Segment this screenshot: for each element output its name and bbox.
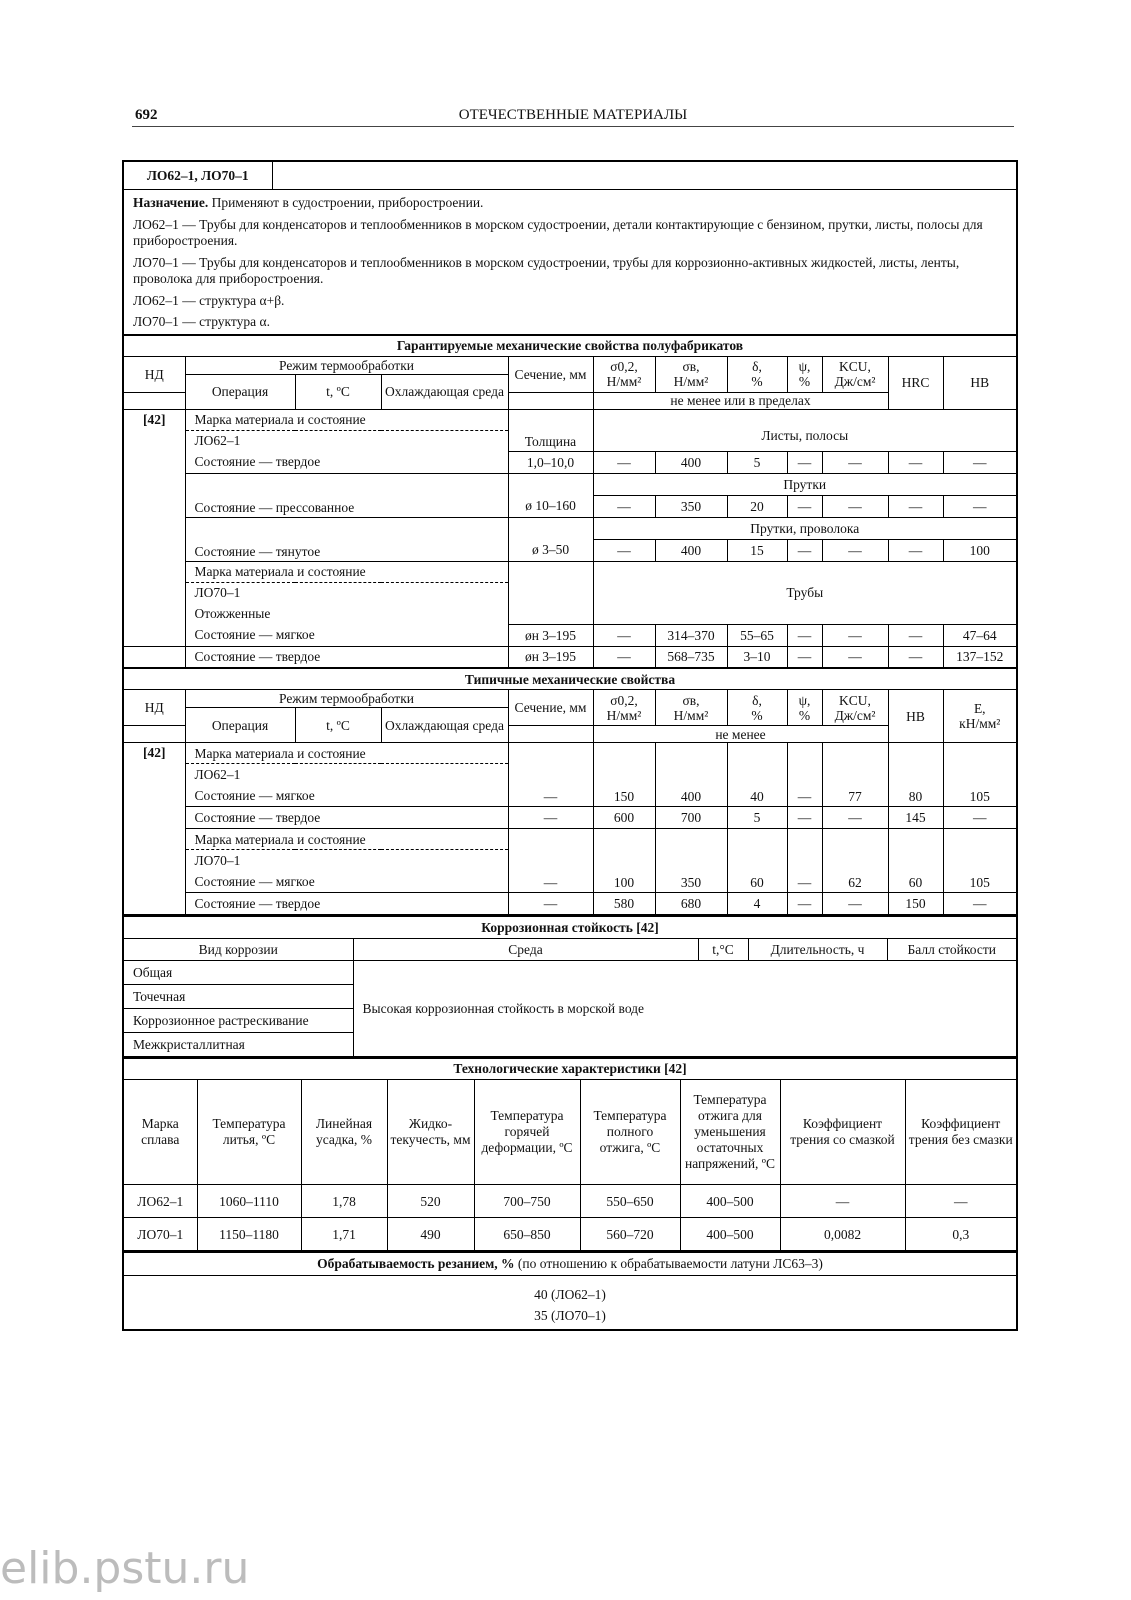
row-drawn-v4: —: [822, 539, 888, 561]
machinability-title-rest: (по отношению к обрабатываемости латуни ЛС63–3): [514, 1256, 823, 1272]
t-limits-header: не менее: [593, 726, 888, 743]
t-row4-v3: 4: [727, 893, 787, 915]
row-drawn-v5: —: [888, 539, 943, 561]
purpose-p3: ЛО62–1 — структура α+β.: [133, 292, 285, 308]
nd-blank: [124, 646, 185, 668]
guaranteed-title: Гарантируемые механические свойства полуфабрикатов: [124, 335, 1016, 357]
tech-r1-c8: 0,3: [905, 1218, 1016, 1251]
row-hard-section: 1,0–10,0: [508, 451, 593, 473]
hb-header: HB: [943, 356, 1016, 409]
t-nd-header-cont: [124, 726, 185, 743]
row-hard2-state: Состояние — твердое: [185, 646, 508, 668]
row-hard2-v1: 568–735: [655, 646, 727, 668]
regime-header: Режим термообработки: [185, 356, 508, 374]
t-row3-v4: —: [787, 829, 822, 893]
corrosion-table: [124, 915, 1016, 1057]
tech-r0-c3: 520: [387, 1185, 474, 1218]
corr-type-header: Вид коррозии: [124, 938, 353, 960]
t-section-header-cont: [508, 726, 593, 743]
cooling-header: Охлаждающая среда: [381, 374, 508, 409]
row-hard-state: Состояние — твердое: [185, 451, 508, 473]
row-hard2-v3: —: [787, 646, 822, 668]
thickness-label: Толщина: [508, 409, 593, 451]
row-pressed-v2: 20: [727, 495, 787, 517]
t-hb-header: HB: [888, 690, 943, 743]
row-hard2-section: øн 3–195: [508, 646, 593, 668]
row-hard-v4: —: [822, 451, 888, 473]
row-hard2-v2: 3–10: [727, 646, 787, 668]
tech-r0-c7: —: [780, 1185, 905, 1218]
row-drawn-v6: 100: [943, 539, 1016, 561]
limits-header: не менее или в пределах: [593, 392, 888, 409]
t-row3-v2: 350: [655, 829, 727, 893]
row-soft-state: Состояние — мягкое: [185, 624, 508, 646]
corr-type-0: Общая: [124, 960, 353, 984]
tech-r1-c1: 1150–1180: [197, 1218, 301, 1251]
grade1-label: ЛО62–1: [185, 430, 508, 451]
t-ref-42: [42]: [124, 743, 185, 915]
mark-label: Марка материала и состояние: [185, 409, 508, 430]
product-rods: Прутки: [593, 473, 1016, 495]
machinability-title-bold: Обрабатываемость резанием, %: [317, 1256, 515, 1272]
tech-r1-c3: 490: [387, 1218, 474, 1251]
t-kcu-unit: Дж/см²: [834, 707, 876, 723]
sb-header: σв,: [682, 359, 700, 374]
t-regime-header: Режим термообработки: [185, 690, 508, 708]
grade-title-blank: [272, 162, 1016, 189]
t-row4-v7: —: [943, 893, 1016, 915]
typical-title: Типичные механические свойства: [124, 668, 1016, 690]
t-delta-header: δ,: [752, 692, 762, 708]
t-delta-unit: %: [751, 707, 763, 723]
row-pressed-section: ø 10–160: [508, 495, 593, 517]
row-hard2-v5: —: [888, 646, 943, 668]
grade-title: ЛО62–1, ЛО70–1: [124, 162, 272, 189]
product-tubes: Трубы: [593, 561, 1016, 624]
tech-title: Технологические характеристики [42]: [124, 1058, 1016, 1080]
t-row3-v7: 105: [943, 829, 1016, 893]
title-table: [124, 162, 1016, 334]
t-nd-header: НД: [124, 690, 185, 726]
t-row2-v5: —: [822, 807, 888, 829]
row-hard-v2: 5: [727, 451, 787, 473]
t-row2-state: Состояние — твердое: [185, 807, 508, 829]
ref-42: [42]: [124, 409, 185, 646]
t-row2-v6: 145: [888, 807, 943, 829]
t-row2-v0: —: [508, 807, 593, 829]
corr-type-3: Межкристаллитная: [124, 1032, 353, 1056]
t-e-unit: кН/мм²: [959, 716, 1001, 731]
row-hard2-v6: 137–152: [943, 646, 1016, 668]
t-row1-v4: —: [787, 743, 822, 807]
t-row1-state: Состояние — мягкое: [185, 785, 508, 807]
row-drawn-v2: 15: [727, 539, 787, 561]
nd-header: НД: [124, 356, 185, 392]
t-row3-v1: 100: [593, 829, 655, 893]
t-row2-v1: 600: [593, 807, 655, 829]
tech-r1-c4: 650–850: [474, 1218, 580, 1251]
row-pressed-v1: 350: [655, 495, 727, 517]
kcu-header: KCU,: [839, 359, 871, 374]
row-soft-section: øн 3–195: [508, 624, 593, 646]
row-pressed-state: Состояние — прессованное: [185, 473, 508, 517]
row-drawn-v0: —: [593, 539, 655, 561]
corrosion-title: Коррозионная стойкость [42]: [124, 916, 1016, 938]
t-psi-unit: %: [798, 707, 811, 723]
delta-unit: %: [751, 374, 763, 389]
sb-unit: Н/мм²: [673, 374, 709, 389]
t-grade2-label: ЛО70–1: [185, 850, 508, 871]
t-sb-unit: Н/мм²: [673, 707, 709, 723]
row-soft-v2: 55–65: [727, 624, 787, 646]
t-psi-header: ψ,: [798, 692, 811, 708]
corr-type-2: Коррозионное растрескивание: [124, 1008, 353, 1032]
tech-table: [124, 1057, 1016, 1252]
delta-header: δ,: [752, 359, 762, 374]
t-sb-header: σв,: [682, 692, 700, 708]
kcu-unit: Дж/см²: [834, 374, 876, 389]
t-row2-v3: 5: [727, 807, 787, 829]
t-mark-label: Марка материала и состояние: [185, 743, 508, 764]
purpose-text: Применяют в судостроении, приборостроении.: [208, 194, 484, 210]
operation-header: Операция: [185, 374, 295, 409]
t-row1-v5: 77: [822, 743, 888, 807]
t-operation-header: Операция: [185, 708, 295, 743]
purpose-label: Назначение.: [133, 194, 209, 210]
corr-duration-header: Длительность, ч: [748, 938, 887, 960]
t-cooling-header: Охлаждающая среда: [381, 708, 508, 743]
purpose-p4: ЛО70–1 — структура α.: [133, 313, 270, 329]
t-row3-v6: 60: [888, 829, 943, 893]
t-t-header: t, ºС: [295, 708, 381, 743]
t-row2-v7: —: [943, 807, 1016, 829]
row-pressed-v6: —: [943, 495, 1016, 517]
t-row4-v5: —: [822, 893, 888, 915]
row-pressed-v3: —: [787, 495, 822, 517]
tech-h0: Марка сплава: [124, 1080, 197, 1185]
product-rods-wire: Прутки, проволока: [593, 517, 1016, 539]
tech-r1-c7: 0,0082: [780, 1218, 905, 1251]
psi-unit: %: [798, 374, 811, 389]
t-row3-state: Состояние — мягкое: [185, 871, 508, 893]
t-row3-v5: 62: [822, 829, 888, 893]
tech-h2: Линейная усадка, %: [301, 1080, 387, 1185]
t-row4-v2: 680: [655, 893, 727, 915]
tech-h1: Температура литья, ºС: [197, 1080, 301, 1185]
tech-r1-c0: ЛО70–1: [124, 1218, 197, 1251]
machinability-title: [124, 1252, 1016, 1275]
running-title: ОТЕЧЕСТВЕННЫЕ МАТЕРИАЛЫ: [458, 107, 688, 123]
watermark: elib.pstu.ru: [0, 1543, 250, 1594]
t-section-header: Сечение, мм: [508, 690, 593, 726]
product-sheets: Листы, полосы: [593, 409, 1016, 451]
t-row1-v1: 150: [593, 743, 655, 807]
tech-r0-c2: 1,78: [301, 1185, 387, 1218]
s02-unit: Н/мм²: [606, 374, 642, 389]
section-header-cont: [508, 392, 593, 409]
tech-h3: Жидко-текучесть, мм: [387, 1080, 474, 1185]
row-hard-v0: —: [593, 451, 655, 473]
row-drawn-v1: 400: [655, 539, 727, 561]
t-row4-v0: —: [508, 893, 593, 915]
row-drawn-state: Состояние — тянутое: [185, 517, 508, 561]
row-pressed-v4: —: [822, 495, 888, 517]
tech-h8: Коэффициент трения без смазки: [905, 1080, 1016, 1185]
section-blank-tubes: [508, 561, 593, 624]
purpose-p2: ЛО70–1 — Трубы для конденсаторов и теплообменников в морском судостроении, трубы для коррозионно-активных жидкостей, листы, ленты, проволока для приборостроения.: [133, 254, 960, 286]
tech-r0-c6: 400–500: [680, 1185, 780, 1218]
tech-h6: Температура отжига для уменьшения остаточных напряжений, ºС: [680, 1080, 780, 1185]
t-row2-v2: 700: [655, 807, 727, 829]
tech-r0-c5: 550–650: [580, 1185, 680, 1218]
tech-r0-c4: 700–750: [474, 1185, 580, 1218]
tech-r0-c1: 1060–1110: [197, 1185, 301, 1218]
purpose-block: [124, 189, 1016, 334]
row-soft-v6: 47–64: [943, 624, 1016, 646]
t-row3-v3: 60: [727, 829, 787, 893]
t-s02-unit: Н/мм²: [606, 707, 642, 723]
psi-header: ψ,: [798, 359, 811, 374]
t-header: t, ºС: [295, 374, 381, 409]
corr-type-1: Точечная: [124, 984, 353, 1008]
tech-h4: Температура горячей деформации, ºС: [474, 1080, 580, 1185]
row-drawn-section-top: [508, 517, 593, 539]
hrc-header: HRC: [888, 356, 943, 409]
row-pressed-section-top: [508, 473, 593, 495]
tech-r0-c8: —: [905, 1185, 1016, 1218]
nd-header-cont: [124, 392, 185, 409]
t-row1-v2: 400: [655, 743, 727, 807]
t-grade1-label: ЛО62–1: [185, 764, 508, 785]
machinability-v1: 40 (ЛО62–1): [534, 1287, 606, 1302]
row-hard-v6: —: [943, 451, 1016, 473]
mech-table: [124, 334, 1016, 916]
row-hard-v1: 400: [655, 451, 727, 473]
t-row1-v3: 40: [727, 743, 787, 807]
page-number: 692: [135, 107, 158, 123]
tech-r0-c0: ЛО62–1: [124, 1185, 197, 1218]
material-card: [122, 160, 1018, 1331]
t-e-header: E,: [973, 701, 986, 716]
section-header: Сечение, мм: [508, 356, 593, 392]
row-soft-v3: —: [787, 624, 822, 646]
t-row4-state: Состояние — твердое: [185, 893, 508, 915]
t-row1-v0: —: [508, 743, 593, 807]
t-row1-v6: 80: [888, 743, 943, 807]
tech-h7: Коэффициент трения со смазкой: [780, 1080, 905, 1185]
s02-header: σ0,2,: [610, 359, 638, 374]
row-soft-v5: —: [888, 624, 943, 646]
row-hard2-v0: —: [593, 646, 655, 668]
t-kcu-header: KCU,: [839, 692, 871, 708]
row-drawn-section: ø 3–50: [508, 539, 593, 561]
corr-medium-text: Высокая коррозионная стойкость в морской воде: [353, 960, 1016, 1056]
purpose-p1: ЛО62–1 — Трубы для конденсаторов и теплообменников в морском судостроении, детали контактирующие с бензином, прутки, листы, полосы для приборостроения.: [133, 216, 983, 248]
tech-r1-c5: 560–720: [580, 1218, 680, 1251]
mark-label-2: Марка материала и состояние: [185, 561, 508, 582]
row-soft-v1: 314–370: [655, 624, 727, 646]
row-hard-v3: —: [787, 451, 822, 473]
corr-t-header: t,°С: [698, 938, 748, 960]
t-row4-v6: 150: [888, 893, 943, 915]
t-row4-v4: —: [787, 893, 822, 915]
row-soft-v0: —: [593, 624, 655, 646]
row-drawn-v3: —: [787, 539, 822, 561]
t-row1-v7: 105: [943, 743, 1016, 807]
grade2-label: ЛО70–1: [185, 582, 508, 603]
machinability-v2: 35 (ЛО70–1): [534, 1308, 606, 1323]
annealed-label: Отожженные: [185, 603, 508, 624]
machinability-table: [124, 1251, 1016, 1329]
row-hard-v5: —: [888, 451, 943, 473]
t-s02-header: σ0,2,: [610, 692, 638, 708]
row-soft-v4: —: [822, 624, 888, 646]
row-hard2-v4: —: [822, 646, 888, 668]
t-row4-v1: 580: [593, 893, 655, 915]
tech-h5: Температура полного отжига, ºС: [580, 1080, 680, 1185]
tech-r1-c2: 1,71: [301, 1218, 387, 1251]
running-header: [132, 104, 1014, 127]
t-mark-label-2: Марка материала и состояние: [185, 829, 508, 850]
tech-r1-c6: 400–500: [680, 1218, 780, 1251]
corr-medium-header: Среда: [353, 938, 698, 960]
t-row3-v0: —: [508, 829, 593, 893]
row-pressed-v5: —: [888, 495, 943, 517]
corr-score-header: Балл стойкости: [887, 938, 1016, 960]
t-row2-v4: —: [787, 807, 822, 829]
row-pressed-v0: —: [593, 495, 655, 517]
